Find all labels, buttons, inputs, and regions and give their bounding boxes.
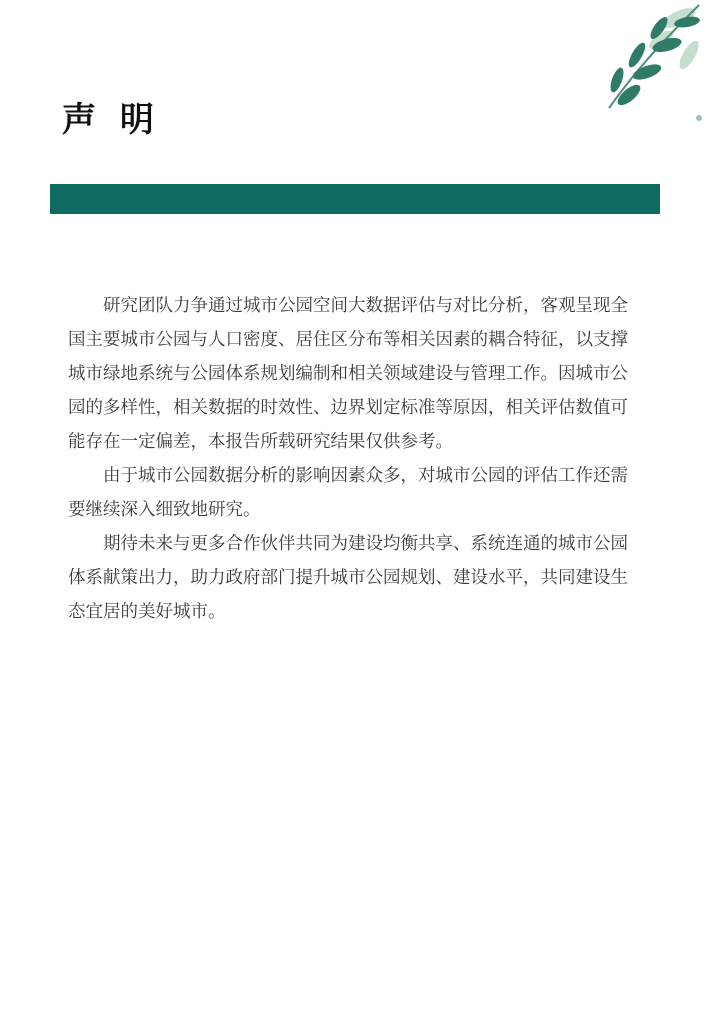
- title-divider-bar: [50, 184, 660, 214]
- statement-paragraph: 期待未来与更多合作伙伴共同为建设均衡共享、系统连通的城市公园体系献策出力，助力政府部门提升城市公园规划、建设水平，共同建设生态宜居的美好城市。: [68, 534, 628, 622]
- statement-paragraph: 研究团队力争通过城市公园空间大数据评估与对比分析，客观呈现全国主要城市公园与人口密度、居住区分布等相关因素的耦合特征，以支撑城市绿地系统与公园体系规划编制和相关领域建设与管理工作。因城市公园的多样性，相关数据的时效性、边界划定标准等原因，相关评估数值可能存在一定偏差，本报告所载研究结果仅供参考。: [68, 296, 628, 452]
- leaf-branch-icon: [579, 0, 709, 130]
- statement-body: [68, 289, 628, 629]
- statement-paragraph: 由于城市公园数据分析的影响因素众多，对城市公园的评估工作还需要继续深入细致地研究。: [68, 466, 628, 520]
- page-title: 声 明: [62, 100, 160, 140]
